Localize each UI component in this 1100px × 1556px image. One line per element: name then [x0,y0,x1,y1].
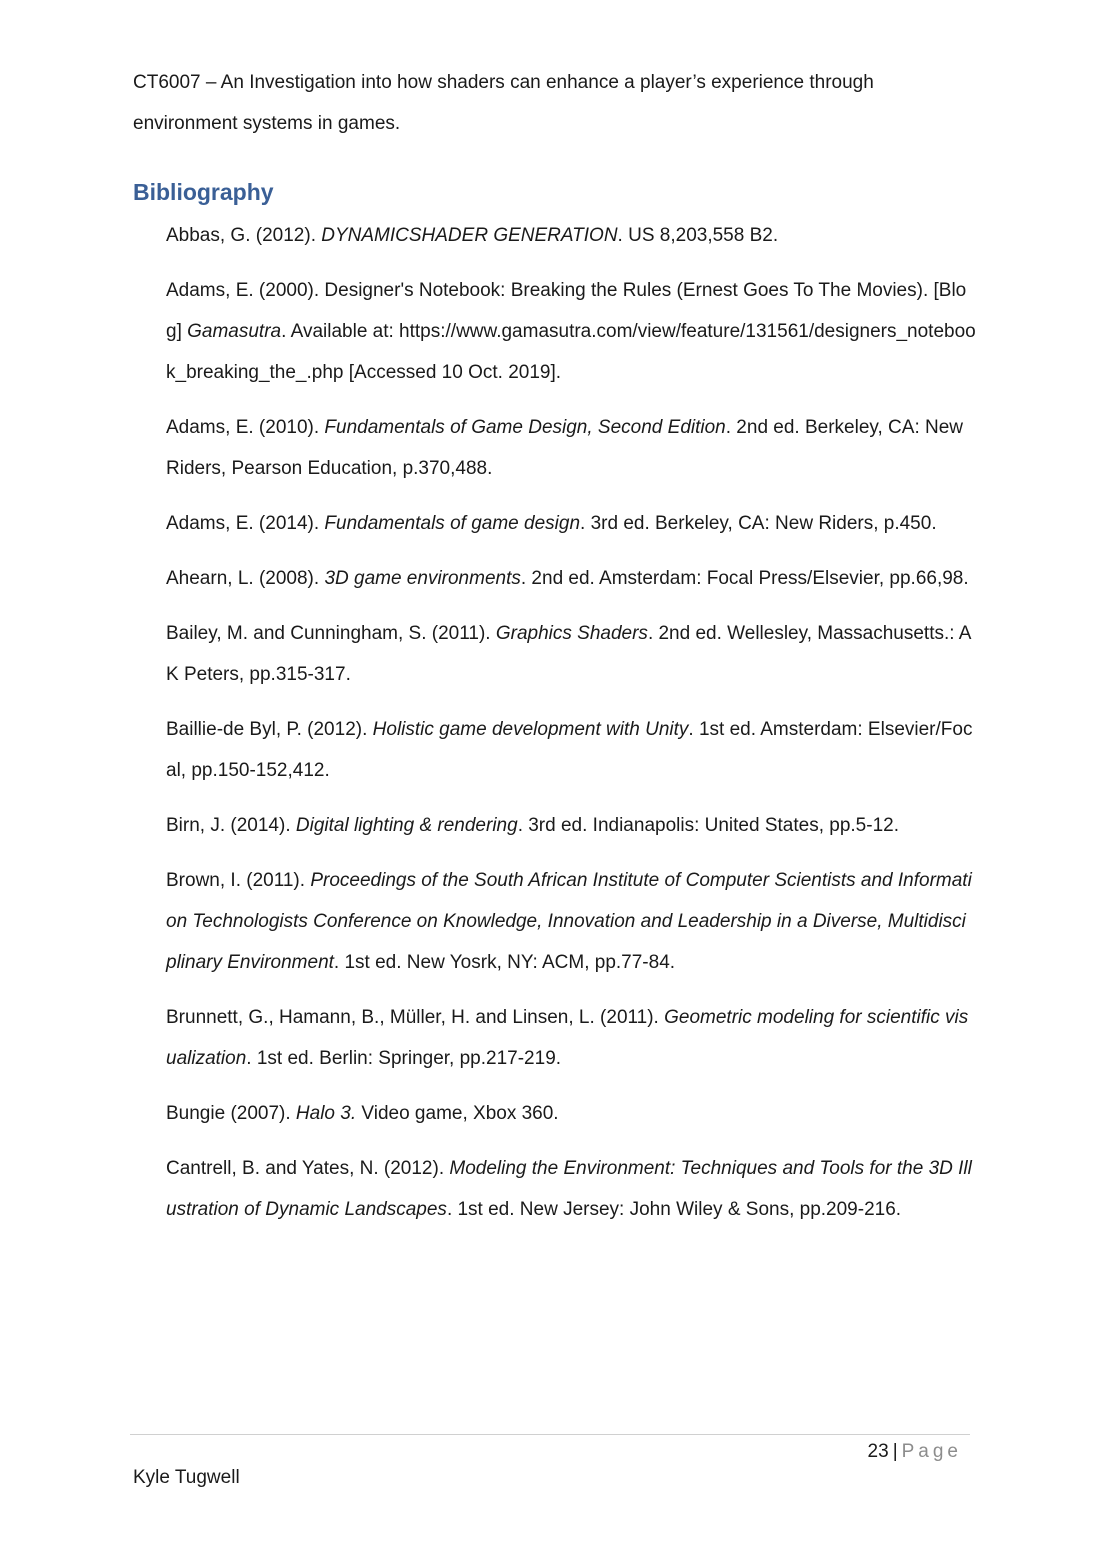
bibliography-entry: Bailey, M. and Cunningham, S. (2011). Graphics Shaders. 2nd ed. Wellesley, Massachusetts.: A K Peters, pp.315-317. [166,623,971,685]
entry-title: Holistic game development with Unity [372,719,689,740]
page-number-separator: | [892,1441,898,1462]
entry-title: Digital lighting & rendering [295,815,518,836]
bibliography-entry: Brunnett, G., Hamann, B., Müller, H. and Linsen, L. (2011). Geometric modeling for scientific visualization. 1st ed. Berlin: Springer, pp.217-219. [166,1007,969,1069]
page-word: Page [901,1441,962,1462]
entry-title: DYNAMICSHADER GENERATION [321,225,618,246]
entry-title: Fundamentals of Game Design, Second Edition [324,417,726,438]
entry-title: Graphics Shaders [495,623,648,644]
bibliography-heading: Bibliography [133,179,274,205]
footer-author: Kyle Tugwell [133,1467,240,1488]
bibliography-entry: Abbas, G. (2012). DYNAMICSHADER GENERATION. US 8,203,558 B2. [166,225,779,246]
bibliography-entry: Baillie-de Byl, P. (2012). Holistic game development with Unity. 1st ed. Amsterdam: Elsevier/Focal, pp.150-152,412. [166,719,973,781]
bibliography-list [166,215,976,1244]
entry-title: Gamasutra [187,321,282,342]
bibliography-entry: Adams, E. (2010). Fundamentals of Game Design, Second Edition. 2nd ed. Berkeley, CA: New Riders, Pearson Education, p.370,488. [166,417,964,479]
entry-title: Halo 3. [295,1103,357,1124]
page-number [868,1440,962,1464]
document-header-title: CT6007 – An Investigation into how shaders can enhance a player’s experience through environment systems in games. [133,72,874,134]
bibliography-entry: Cantrell, B. and Yates, N. (2012). Modeling the Environment: Techniques and Tools for the 3D Illustration of Dynamic Landscapes. 1st ed. New Jersey: John Wiley & Sons, pp.209-216. [166,1158,972,1220]
entry-title: Proceedings of the South African Institute of Computer Scientists and Information Technologists Conference on Knowledge, Innovation and Leadership in a Diverse, Multidisciplinary Environment [166,870,972,973]
entry-title: Fundamentals of game design [324,513,581,534]
bibliography-entry: Bungie (2007). Halo 3. Video game, Xbox 360. [166,1103,559,1124]
entry-title: Geometric modeling for scientific visualization [166,1007,969,1069]
footer-divider [130,1434,970,1435]
entry-title: 3D game environments [324,568,521,589]
page-number-value: 23 [867,1441,889,1462]
bibliography-entry: Brown, I. (2011). Proceedings of the South African Institute of Computer Scientists and Information Technologists Conference on Knowledge, Innovation and Leadership in a Diverse, Multidisciplinary Environment. 1st ed. New Yosrk, NY: ACM, pp.77-84. [166,870,972,973]
entry-title: Modeling the Environment: Techniques and Tools for the 3D Illustration of Dynamic Landscapes [166,1158,972,1220]
bibliography-entry: Adams, E. (2000). Designer's Notebook: Breaking the Rules (Ernest Goes To The Movies). [Blog] Gamasutra. Available at: https://www.gamasutra.com/view/feature/131561/designers_notebook_breaking_the_.php [Accessed 10 Oct. 2019]. [166,280,976,383]
bibliography-entry: Ahearn, L. (2008). 3D game environments. 2nd ed. Amsterdam: Focal Press/Elsevier, pp.66,98. [166,568,969,589]
bibliography-entry: Adams, E. (2014). Fundamentals of game design. 3rd ed. Berkeley, CA: New Riders, p.450. [166,513,937,534]
bibliography-entry: Birn, J. (2014). Digital lighting & rendering. 3rd ed. Indianapolis: United States, pp.5-12. [166,815,899,836]
